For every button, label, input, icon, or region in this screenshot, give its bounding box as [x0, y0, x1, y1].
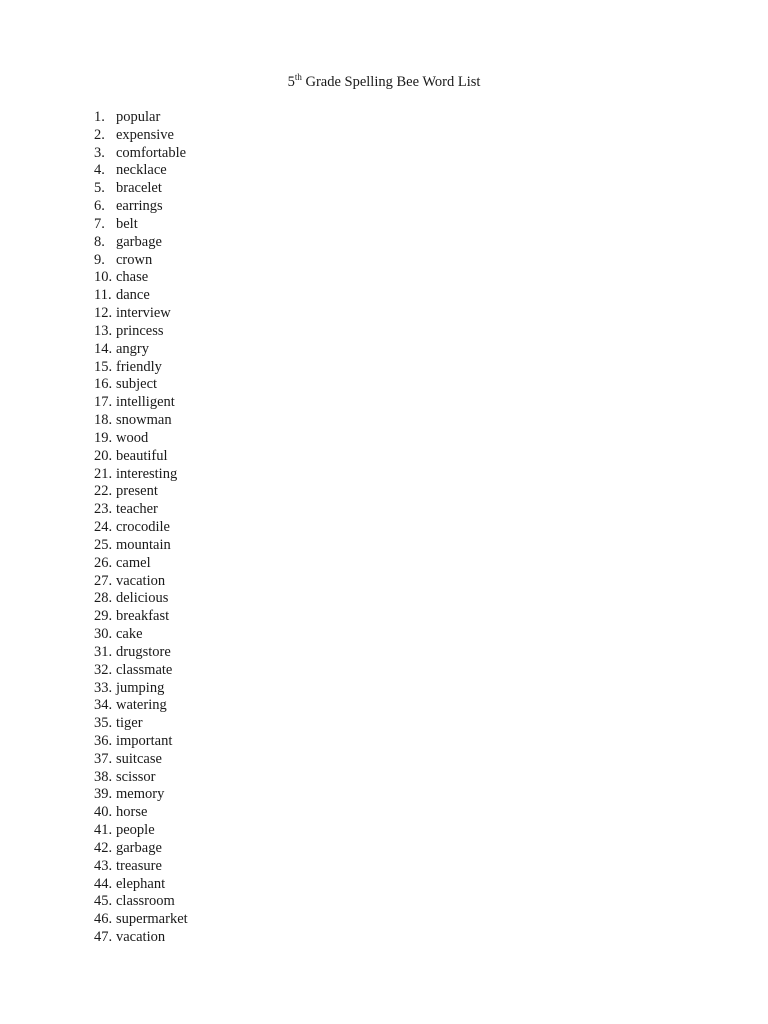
- title-rest: Grade Spelling Bee Word List: [301, 74, 481, 90]
- list-item: [94, 608, 188, 626]
- list-item: [94, 573, 188, 591]
- list-item: [94, 590, 188, 608]
- list-item-word: suitcase: [116, 750, 162, 767]
- list-item-number: 39.: [94, 786, 113, 803]
- list-item-number: 25.: [94, 536, 113, 553]
- list-item-number: 30.: [94, 626, 113, 643]
- list-item-number: 31.: [94, 643, 113, 660]
- list-item-word: jumping: [116, 679, 165, 696]
- list-item-number: 11.: [94, 287, 112, 304]
- list-item-number: 46.: [94, 911, 113, 928]
- list-item-number: 44.: [94, 875, 113, 892]
- list-item-word: treasure: [116, 857, 162, 874]
- list-item-number: 13.: [94, 322, 113, 339]
- list-item-word: cake: [116, 626, 143, 643]
- list-item-word: tiger: [116, 715, 143, 732]
- list-item: [94, 929, 188, 947]
- list-item: [94, 840, 188, 858]
- list-item-word: camel: [116, 554, 151, 571]
- list-item-number: 43.: [94, 857, 113, 874]
- list-item-number: 10.: [94, 269, 113, 286]
- list-item: [94, 644, 188, 662]
- list-item-number: 24.: [94, 519, 113, 536]
- word-list: [94, 109, 188, 947]
- list-item-word: crown: [116, 251, 153, 268]
- list-item-word: bracelet: [116, 180, 162, 197]
- list-item-word: friendly: [116, 358, 162, 375]
- list-item: [94, 858, 188, 876]
- list-item: [94, 145, 188, 163]
- list-item: [94, 412, 188, 430]
- list-item: [94, 537, 188, 555]
- list-item: [94, 876, 188, 894]
- list-item-number: 42.: [94, 839, 113, 856]
- list-item-number: 5.: [94, 180, 105, 197]
- list-item-word: popular: [116, 109, 161, 125]
- list-item: [94, 252, 188, 270]
- list-item: [94, 323, 188, 341]
- list-item-number: 17.: [94, 394, 113, 411]
- list-item-word: beautiful: [116, 447, 168, 464]
- list-item-word: horse: [116, 804, 148, 821]
- list-item-number: 38.: [94, 768, 113, 785]
- list-item-number: 8.: [94, 233, 105, 250]
- list-item: [94, 127, 188, 145]
- list-item-number: 33.: [94, 679, 113, 696]
- list-item: [94, 626, 188, 644]
- list-item-number: 4.: [94, 162, 105, 179]
- list-item: [94, 216, 188, 234]
- list-item: [94, 680, 188, 698]
- list-item-number: 20.: [94, 447, 113, 464]
- list-item-word: wood: [116, 429, 149, 446]
- list-item: [94, 751, 188, 769]
- list-item-number: 6.: [94, 198, 105, 215]
- list-item: [94, 822, 188, 840]
- list-item: [94, 466, 188, 484]
- list-item-word: elephant: [116, 875, 166, 892]
- list-item: [94, 305, 188, 323]
- list-item: [94, 697, 188, 715]
- list-item-word: present: [116, 483, 158, 500]
- list-item: [94, 804, 188, 822]
- list-item-word: princess: [116, 322, 164, 339]
- list-item: [94, 501, 188, 519]
- list-item-word: subject: [116, 376, 158, 393]
- list-item-word: delicious: [116, 590, 169, 607]
- list-item-word: memory: [116, 786, 165, 803]
- list-item-word: belt: [116, 215, 138, 232]
- list-item-number: 26.: [94, 554, 113, 571]
- list-item: [94, 269, 188, 287]
- list-item-word: drugstore: [116, 643, 171, 660]
- list-item: [94, 448, 188, 466]
- list-item-word: dance: [116, 287, 150, 304]
- list-item-word: supermarket: [116, 911, 188, 928]
- list-item-number: 35.: [94, 715, 113, 732]
- list-item-word: angry: [116, 340, 150, 357]
- list-item: [94, 733, 188, 751]
- list-item-number: 40.: [94, 804, 113, 821]
- list-item: [94, 162, 188, 180]
- list-item-word: expensive: [116, 126, 174, 143]
- list-item-number: 15.: [94, 358, 113, 375]
- list-item-word: comfortable: [116, 144, 187, 161]
- list-item: [94, 180, 188, 198]
- list-item-number: 22.: [94, 483, 113, 500]
- title-lead: 5: [287, 74, 295, 90]
- list-item-number: 41.: [94, 822, 113, 839]
- list-item-word: vacation: [116, 572, 166, 589]
- list-item-number: 16.: [94, 376, 113, 393]
- list-item-number: 29.: [94, 608, 113, 625]
- list-item-number: 32.: [94, 661, 113, 678]
- list-item-number: 47.: [94, 929, 113, 946]
- list-item-word: vacation: [116, 929, 166, 946]
- list-item-word: crocodile: [116, 519, 170, 536]
- list-item-word: garbage: [116, 233, 162, 250]
- list-item-word: mountain: [116, 536, 171, 553]
- list-item-word: classmate: [116, 661, 173, 678]
- list-item: [94, 519, 188, 537]
- list-item: [94, 786, 188, 804]
- list-item: [94, 109, 188, 127]
- list-item: [94, 376, 188, 394]
- title-superscript: th: [294, 72, 302, 82]
- list-item-number: 12.: [94, 305, 113, 322]
- list-item-number: 34.: [94, 697, 113, 714]
- list-item-number: 3.: [94, 144, 105, 161]
- list-item-word: interview: [116, 305, 171, 322]
- list-item: [94, 769, 188, 787]
- list-item: [94, 234, 188, 252]
- list-item-word: necklace: [116, 162, 167, 179]
- list-item-word: snowman: [116, 412, 172, 429]
- list-item-number: 37.: [94, 750, 113, 767]
- list-item-word: teacher: [116, 501, 158, 518]
- list-item: [94, 287, 188, 305]
- list-item-word: chase: [116, 269, 149, 286]
- list-item-number: 27.: [94, 572, 113, 589]
- list-item-word: breakfast: [116, 608, 170, 625]
- list-item: [94, 555, 188, 573]
- list-item: [94, 198, 188, 216]
- page-title: [0, 72, 768, 92]
- list-item-word: people: [116, 822, 155, 839]
- list-item-number: 7.: [94, 215, 105, 232]
- list-item-number: 23.: [94, 501, 113, 518]
- list-item-number: 18.: [94, 412, 113, 429]
- list-item: [94, 893, 188, 911]
- list-item-number: 28.: [94, 590, 113, 607]
- list-item-word: interesting: [116, 465, 178, 482]
- list-item: [94, 430, 188, 448]
- list-item-word: earrings: [116, 198, 163, 215]
- list-item: [94, 715, 188, 733]
- list-item-number: 1.: [94, 109, 105, 125]
- list-item-word: intelligent: [116, 394, 175, 411]
- list-item-number: 19.: [94, 429, 113, 446]
- list-item-number: 36.: [94, 732, 113, 749]
- list-item: [94, 341, 188, 359]
- list-item: [94, 359, 188, 377]
- list-item-number: 2.: [94, 126, 105, 143]
- list-item-word: classroom: [116, 893, 175, 910]
- list-item: [94, 394, 188, 412]
- list-item-number: 9.: [94, 251, 105, 268]
- list-item-number: 21.: [94, 465, 113, 482]
- list-item: [94, 483, 188, 501]
- list-item-word: important: [116, 732, 173, 749]
- list-item-word: scissor: [116, 768, 156, 785]
- list-item-word: garbage: [116, 839, 162, 856]
- list-item: [94, 911, 188, 929]
- list-item: [94, 662, 188, 680]
- list-item-word: watering: [116, 697, 167, 714]
- list-item-number: 45.: [94, 893, 113, 910]
- list-item-number: 14.: [94, 340, 113, 357]
